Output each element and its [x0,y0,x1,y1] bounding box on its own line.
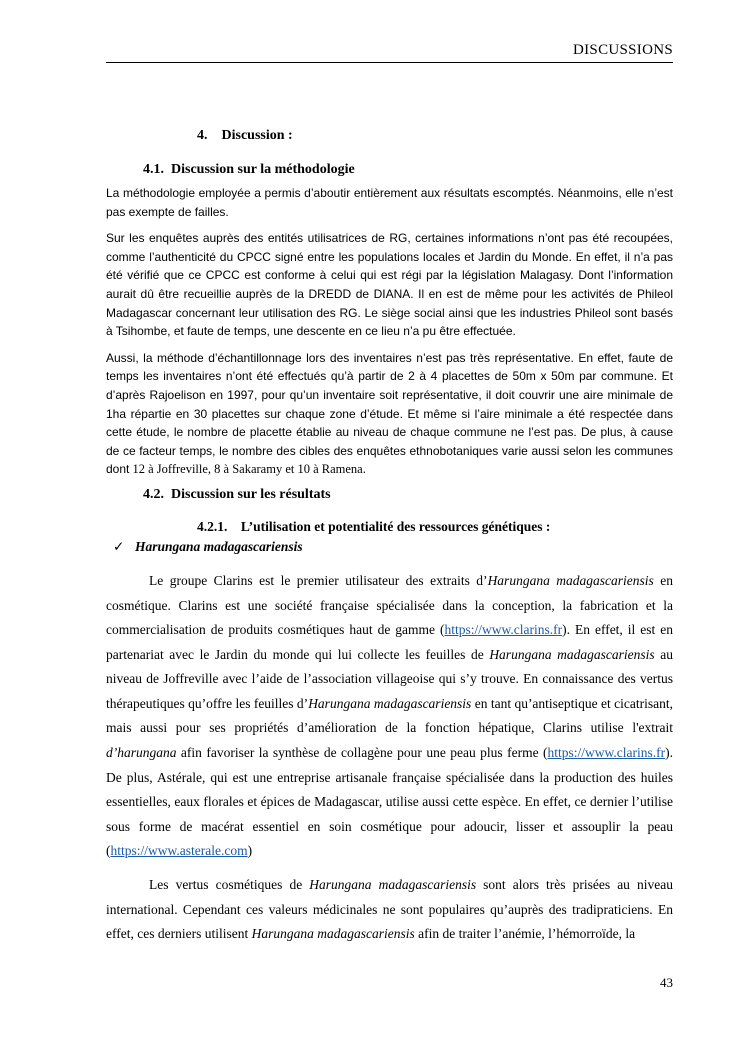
species-name: Harungana madagascariensis [135,538,303,554]
vertus-paragraph [106,873,673,947]
species-italic: Harungana madagascariensis [489,646,655,662]
text-run: ) [247,843,253,859]
species-italic: Harungana madagascariensis [308,695,472,711]
methodology-paragraph-3 [106,349,673,479]
text-run: ). De plus, Astérale, qui est une entreprise artisanale française spécialisée dans la production des huiles essentielles, eaux florales et épices de Madagascar, utilise aussi cette espèce. En effet, ce dernier l’utilise sous forme de macérat essentiel en soin cosmétique pour adoucir, lisser et assouplir la peau ( [106,745,673,859]
checkmark-icon: ✓ [113,538,125,554]
running-header: DISCUSSIONS [573,42,673,58]
section-4-heading: 4. Discussion : [197,128,293,143]
species-italic: Harungana madagascariensis [251,926,415,942]
clarins-link[interactable]: https://www.clarins.fr [444,622,563,638]
species-italic: Harungana madagascariensis [487,572,654,588]
clarins-link-2[interactable]: https://www.clarins.fr [547,745,666,761]
asterale-link[interactable]: https://www.asterale.com [110,843,248,859]
text-run: sont alors très prisées au niveau international. Cependant ces valeurs médicinales ne sont populaires qu’auprès des tradipraticiens. En effet, ces derniers utilisent [106,877,673,942]
header-rule [106,62,673,63]
clarins-paragraph [106,569,673,864]
section-4-1-heading: 4.1. Discussion sur la méthodologie [143,162,355,177]
text-run: au niveau de Joffreville avec l’aide de l’association villageoise qui s’y trouve. En connaissance des vertus thérapeutiques qu’offre les feuilles d’ [106,646,673,711]
text-run: en tant qu’antiseptique et cicatrisant, mais aussi pour ses propriétés d’amélioration de la fonction hépatique, Clarins utilise l'extrait [106,695,674,736]
methodology-paragraph-1: La méthodologie employée a permis d’aboutir entièrement aux résultats escomptés. Néanmoins, elle n’est pas exempte de failles. [106,186,673,219]
text-run: Le groupe Clarins est le premier utilisateur des extraits d’ [149,572,488,588]
species-check-item [113,539,673,555]
methodology-paragraph-3-tail: 12 à Joffreville, 8 à Sakaramy et 10 à Ramena. [129,462,366,477]
page-content [106,128,673,956]
text-run: ). En effet, il est en partenariat avec le Jardin du monde qui lui collecte les feuilles de [106,622,673,662]
species-italic: Harungana madagascariensis [309,877,477,893]
harungana-italic: d’harungana [106,745,177,761]
section-4-2-heading: 4.2. Discussion sur les résultats [143,486,331,502]
text-run: afin favoriser la synthèse de collagène pour une peau plus ferme ( [176,745,548,761]
methodology-paragraph-2: Sur les enquêtes auprès des entités utilisatrices de RG, certaines informations n’ont pas été recoupées, comme l’authenticité du CPCC signé entre les populations locales et Jardin du Monde. En effet, il n’a pas été vérifié que ce CPCC est conforme à celui qui est régi par la législation Malagasy. Dont l’information aurait dû être recueillie auprès de la DREDD de DIANA. Il en est de même pour les activités de Phileol Madagascar concernant leur utilisation des RG. Le siège social ainsi que les industries Phileol sont basés à Tsihombe, et faute de temps, une descente en ce lieu n’a pu être effectuée. [106,231,673,339]
text-run: Les vertus cosmétiques de [149,877,310,893]
methodology-paragraph-3-text: Aussi, la méthode d’échantillonnage lors des inventaires n’est pas très représentative. En effet, faute de temps les inventaires n’ont été effectués qu’à partir de 2 à 4 placettes de 50m x 50m par commune. Et d’après Rajoelison en 1997, pour qu’un inventaire soit représentative, il doit couvrir une aire minimale de 1ha répartie en 30 placettes sur chaque zone d’étude. Et même si l’aire minimale a été respectée dans cette étude, le nombre de placette établie au niveau de chaque commune ne l’est pas. De plus, à cause de ce facteur temps, le nombre des cibles des enquêtes ethnobotaniques varie aussi selon les communes dont [106,350,673,477]
text-run: en cosmétique. Clarins est une société française spécialisée dans la conception, la fabrication et la commercialisation de produits cosmétiques haut de gamme ( [106,572,673,638]
section-4-2-1-heading: 4.2.1. L’utilisation et potentialité des ressources génétiques : [197,518,551,534]
page-number: 43 [660,975,673,990]
text-run: afin de traiter l’anémie, l’hémorroïde, la [414,926,636,942]
